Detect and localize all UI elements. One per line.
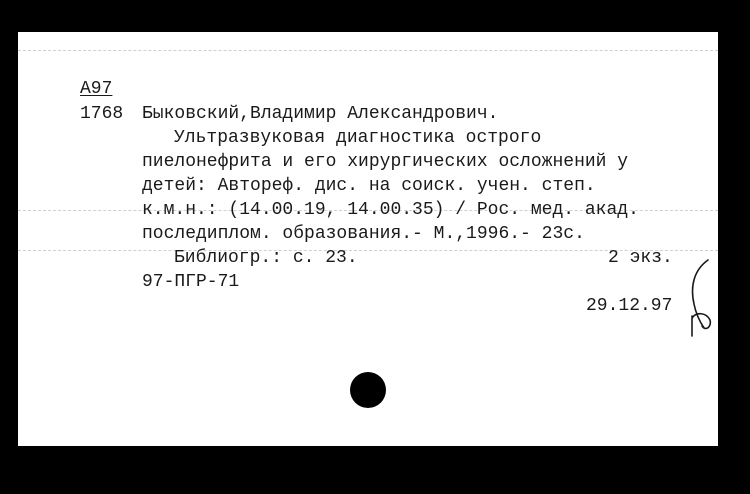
processing-date: 29.12.97 — [586, 296, 673, 316]
entry-number: 1768 — [80, 104, 124, 124]
ruled-line — [18, 50, 718, 51]
signature-icon — [684, 256, 718, 340]
classification-code: 97-ПГР-71 — [142, 272, 240, 292]
copies-count: 2 экз. — [608, 248, 673, 268]
title-line: Ультразвуковая диагностика острого — [174, 128, 542, 148]
title-line: детей: Автореф. дис. на соиск. учен. степ. — [142, 176, 596, 196]
bibliography-note: Библиогр.: с. 23. — [174, 248, 358, 268]
title-line: пиелонефрита и его хирургических осложнений у — [142, 152, 629, 172]
author-heading: Быковский,Владимир Александрович. — [142, 104, 499, 124]
title-line: к.м.н.: (14.00.19, 14.00.35) / Рос. мед. акад. — [142, 200, 639, 220]
title-line: последиплом. образования.- М.,1996.- 23с. — [142, 224, 585, 244]
shelf-mark: A97 — [80, 79, 113, 99]
punch-hole-icon — [350, 372, 386, 408]
catalog-card — [18, 32, 718, 446]
